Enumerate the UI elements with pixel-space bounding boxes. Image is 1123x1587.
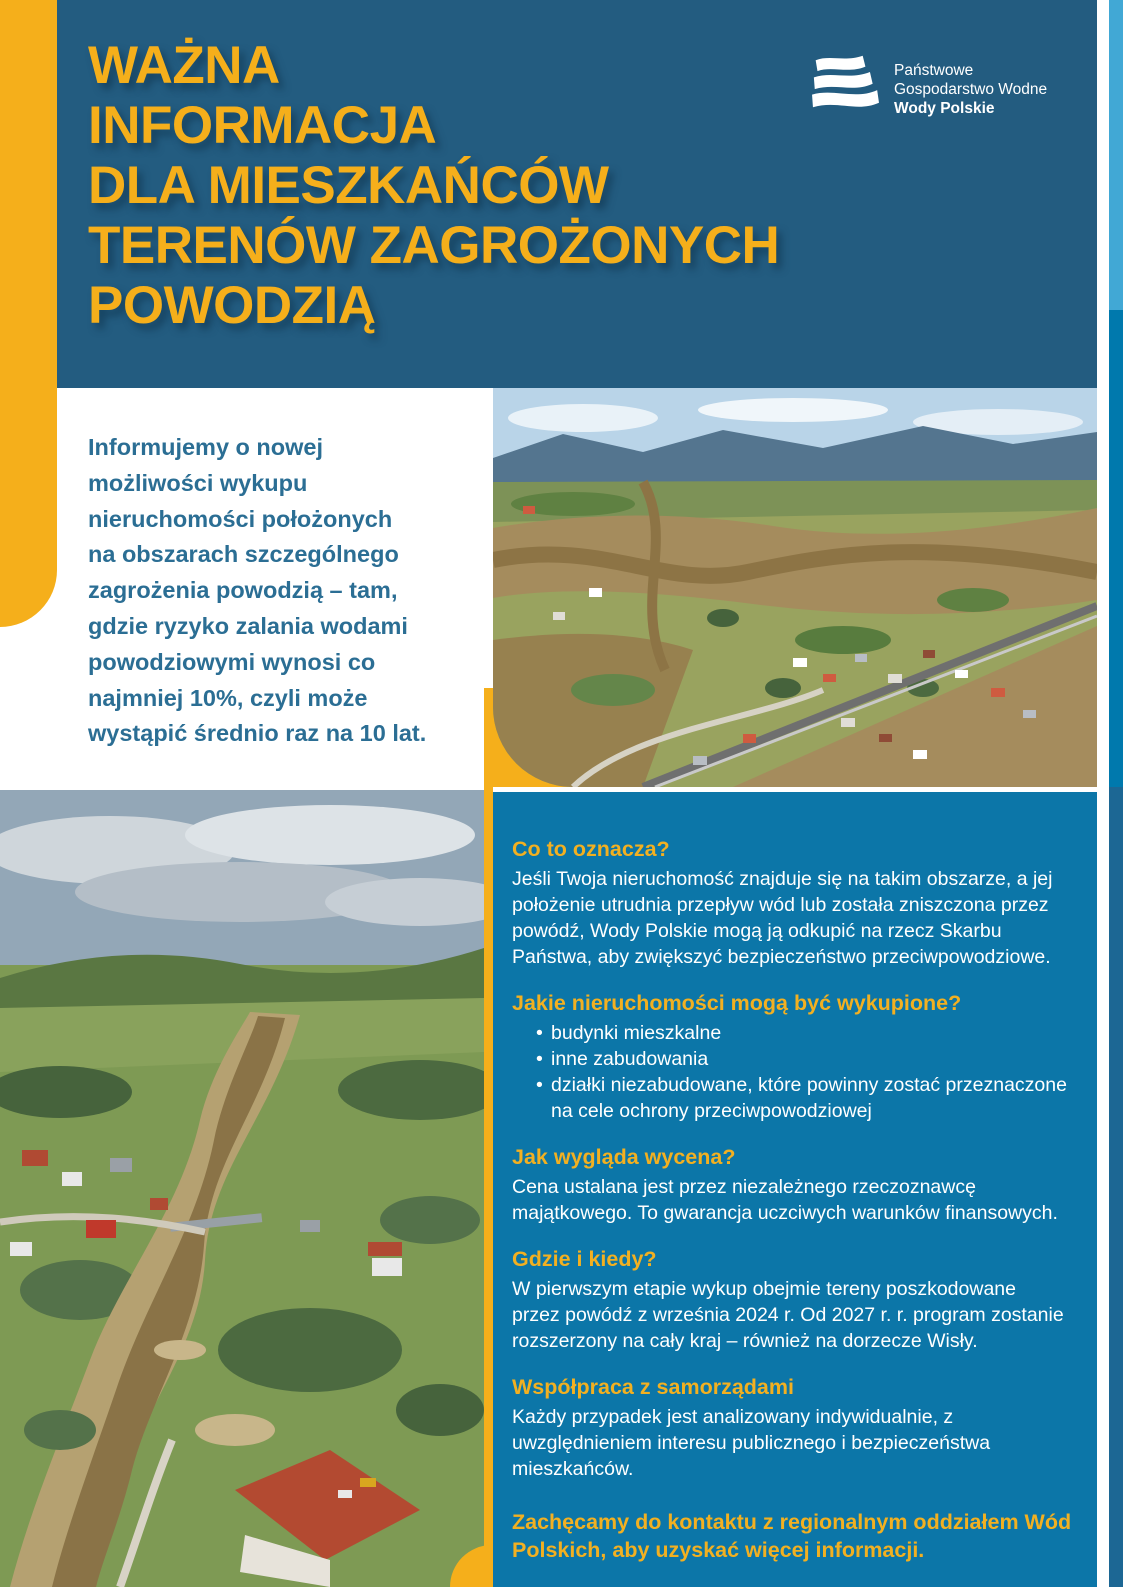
section-heading: Jak wygląda wycena? bbox=[512, 1145, 736, 1169]
edge-strip-bright bbox=[1109, 310, 1123, 787]
edge-strip-light bbox=[1109, 0, 1123, 310]
section-body: Cena ustalana jest przez niezależnego rzeczoznawcę majątkowego. To gwarancja uczciwych warunków finansowych. bbox=[512, 1176, 1058, 1224]
intro-paragraph bbox=[88, 430, 498, 752]
title-line: INFORMACJA bbox=[88, 96, 437, 155]
intro-line: nieruchomości położonych bbox=[88, 505, 393, 532]
intro-line: Informujemy o nowej bbox=[88, 434, 324, 460]
panel-section bbox=[512, 990, 1067, 1124]
info-panel bbox=[493, 792, 1097, 1587]
page-title bbox=[88, 36, 779, 336]
intro-line: zagrożenia powodzią – tam, bbox=[88, 577, 398, 604]
aerial-flood-photo-bottom bbox=[0, 790, 484, 1587]
intro-line: najmniej 10%, czyli może bbox=[88, 684, 368, 711]
panel-section bbox=[512, 836, 1067, 970]
title-line: POWODZIĄ bbox=[88, 276, 376, 335]
header bbox=[57, 0, 1097, 388]
intro-line: wystąpić średnio raz na 10 lat. bbox=[88, 720, 427, 747]
bullet-item: • inne zabudowania bbox=[536, 1046, 1067, 1072]
panel-section bbox=[512, 1246, 1067, 1354]
section-heading: Gdzie i kiedy? bbox=[512, 1247, 657, 1271]
yellow-side-band bbox=[0, 0, 57, 627]
logo-text bbox=[894, 61, 1047, 118]
aerial-flood-photo-top bbox=[493, 388, 1097, 787]
intro-line: gdzie ryzyko zalania wodami bbox=[88, 612, 408, 639]
panel-section bbox=[512, 1374, 1067, 1482]
logo-org-line3: Wody Polskie bbox=[894, 99, 995, 117]
panel-sections bbox=[512, 836, 1067, 1482]
logo-org-line2: Gospodarstwo Wodne bbox=[894, 80, 1048, 98]
section-body: Jeśli Twoja nieruchomość znajduje się na takim obszarze, a jej położenie utrudnia przepływ wód lub została zniszczona przez powódź, Wody Polskie mogą ją odkupić na rzecz Skarbu Państwa, aby zwiększyć bezpieczeństwo przeciwpowodziowe. bbox=[512, 868, 1053, 968]
title-line: TERENÓW ZAGROŻONYCH bbox=[88, 216, 780, 275]
title-line: WAŻNA bbox=[88, 36, 280, 95]
bullet-item: • działki niezabudowane, które powinny zostać przeznaczone na cele ochrony przeciwpowodziowej bbox=[536, 1072, 1067, 1124]
section-body: Każdy przypadek jest analizowany indywidualnie, z uwzględnieniem interesu publicznego i bezpieczeństwa mieszkańców. bbox=[512, 1406, 991, 1480]
water-waves-icon bbox=[803, 53, 879, 125]
wody-polskie-logo bbox=[803, 53, 1047, 125]
contact-cta: Zachęcamy do kontaktu z regionalnym oddziałem Wód Polskich, aby uzyskać więcej informacji. bbox=[512, 1510, 1072, 1562]
section-heading: Jakie nieruchomości mogą być wykupione? bbox=[512, 991, 962, 1015]
bullet-list bbox=[512, 1020, 1067, 1124]
section-heading: Co to oznacza? bbox=[512, 837, 670, 861]
title-line: DLA MIESZKAŃCÓW bbox=[88, 156, 609, 215]
section-heading: Współpraca z samorządami bbox=[512, 1375, 794, 1399]
intro-line: powodziowymi wynosi co bbox=[88, 648, 376, 675]
bullet-item: • budynki mieszkalne bbox=[536, 1020, 1067, 1046]
yellow-divider-strip bbox=[484, 688, 493, 1587]
panel-section bbox=[512, 1144, 1067, 1226]
edge-strip-deep bbox=[1109, 787, 1123, 1587]
section-body: W pierwszym etapie wykup obejmie tereny poszkodowane przez powódź z września 2024 r. Od 2027 r. r. program zostanie rozszerzony na cały kraj – również na dorzecze Wisły. bbox=[512, 1278, 1064, 1352]
intro-line: na obszarach szczególnego bbox=[88, 541, 399, 568]
intro-line: możliwości wykupu bbox=[88, 469, 308, 496]
logo-org-line1: Państwowe bbox=[894, 61, 974, 79]
